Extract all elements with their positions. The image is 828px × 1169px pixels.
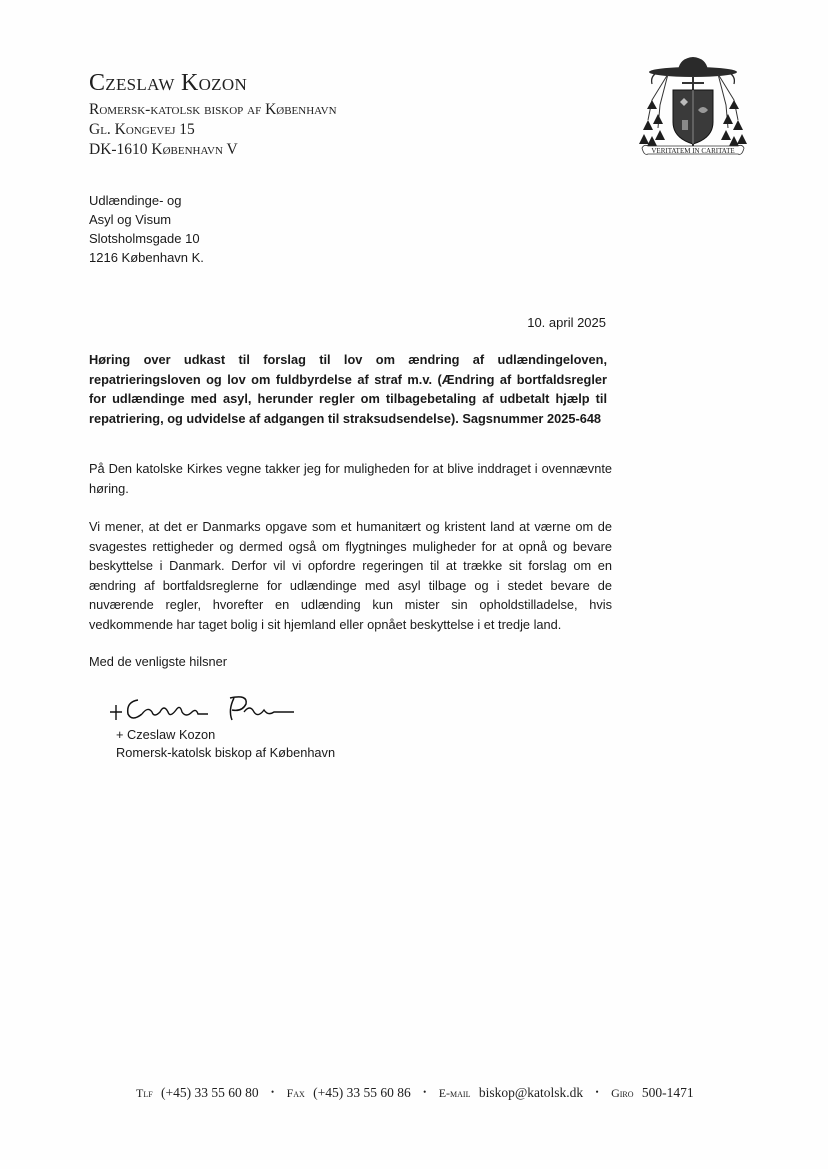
motto-text: VERITATEM IN CARITATE [651, 147, 735, 155]
footer-tlf: (+45) 33 55 60 80 [161, 1085, 259, 1100]
recipient-address [89, 191, 204, 267]
recipient-line-1: Udlændinge- og [89, 193, 182, 208]
footer-separator: • [271, 1087, 275, 1097]
footer-giro: 500-1471 [641, 1085, 694, 1100]
letterhead-city: DK-1610 København V [89, 141, 238, 158]
footer-fax: (+45) 33 55 60 86 [313, 1085, 411, 1100]
footer-giro-label: Giro [611, 1086, 634, 1100]
footer-fax-label: Fax [286, 1086, 305, 1100]
letterhead-name: Czeslaw Kozon [89, 70, 248, 96]
body-paragraph-2: Vi mener, at det er Danmarks opgave som et humanitært og kristent land at værne om de svagestes rettigheder og dermed også om flygtninges muligheder for at opnå og bevare beskyttelse i Danmark. Derfor vil vi opfordre regeringen til at trække sit forslag om en ændring af bortfaldsreglerne for udlændinge med asyl tilbage og i stedet bevare de nuværende regler, hvorefter en udlænding kun mister sin opholdstilladelse, hvis vedkommende har taget bolig i sit hjemland eller opnået beskyttelse i et tredje land. [89, 519, 612, 632]
signatory-title: Romersk-katolsk biskop af København [116, 745, 336, 760]
coat-of-arms-icon [638, 50, 748, 168]
footer-email: biskop@katolsk.dk [478, 1085, 584, 1100]
footer-separator: • [595, 1087, 599, 1097]
recipient-line-4: 1216 København K. [89, 250, 204, 265]
footer-email-label: E-mail [438, 1086, 471, 1100]
letterhead-title: Romersk-katolsk biskop af København [89, 101, 337, 118]
closing-greeting: Med de venligste hilsner [89, 654, 227, 669]
letter-date: 10. april 2025 [527, 315, 606, 330]
body-paragraph-1: På Den katolske Kirkes vegne takker jeg for muligheden for at blive inddraget i ovennævnte høring. [89, 461, 612, 496]
letterhead-street: Gl. Kongevej 15 [89, 121, 195, 138]
recipient-line-3: Slotsholmsgade 10 [89, 231, 200, 246]
letter-footer [136, 1085, 694, 1101]
footer-tlf-label: Tlf [136, 1086, 153, 1100]
recipient-line-2: Asyl og Visum [89, 212, 172, 227]
handwritten-signature [108, 690, 298, 728]
subject-heading: Høring over udkast til forslag til lov om ændring af udlændingeloven, repatrieringsloven og lov om fuldbyrdelse af straf m.v. (Ændring af bortfaldsregler for udlændinge med asyl, herunder regler om tilbagebetaling af udbetalt hjælp til repatriering, og udvidelse af adgangen til straksudsendelse). Sagsnummer 2025-648 [89, 352, 607, 426]
signatory-name: + Czeslaw Kozon [116, 727, 216, 742]
footer-separator: • [423, 1087, 427, 1097]
